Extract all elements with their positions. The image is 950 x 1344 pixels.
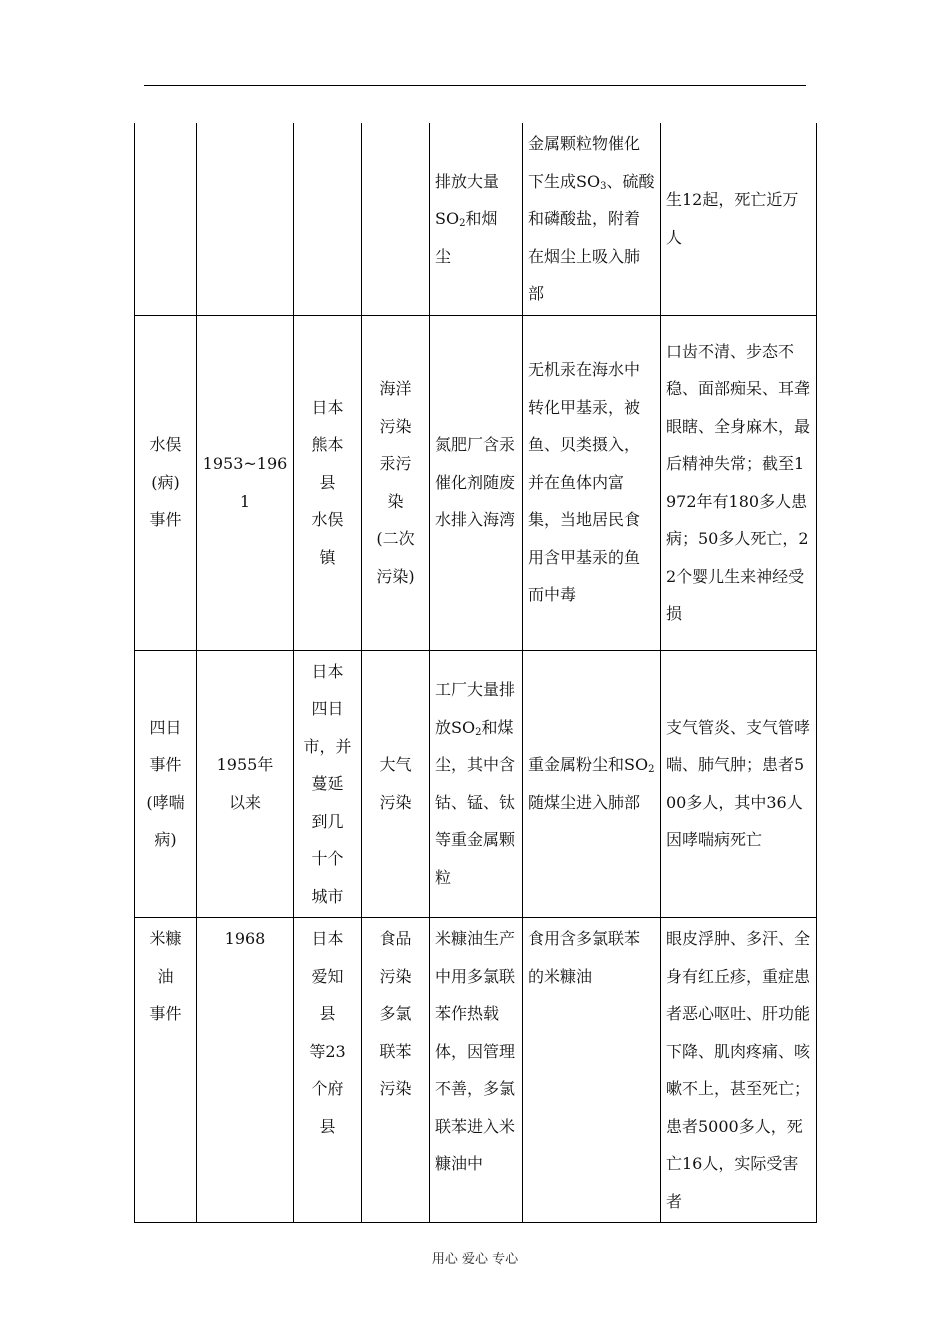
page-footer: 用心 爱心 专心 — [431, 1252, 519, 1267]
type-cell: 食品 污染 多氯 联苯 污染 — [362, 918, 430, 1223]
place-cell: 日本 熊本 县 水俣 镇 — [294, 315, 362, 650]
effects-cell: 支气管炎、支气管哮喘、肺气肿；患者500多人，其中36人因哮喘病死亡 — [661, 650, 817, 918]
type-cell: 海洋 污染 汞污 染 (二次 污染) — [362, 315, 430, 650]
time-cell: 1968 — [197, 918, 294, 1223]
place-cell: 日本 四日 市，并 蔓延 到几 十个 城市 — [294, 650, 362, 918]
type-cell — [362, 123, 430, 315]
pollution-events-table — [134, 123, 817, 1223]
cause-cell: 氮肥厂含汞催化剂随废水排入海湾 — [430, 315, 523, 650]
header-rule — [144, 85, 806, 86]
effects-cell: 口齿不清、步态不稳、面部痴呆、耳聋眼瞎、全身麻木，最后精神失常；截至1972年有180多人患病；50多人死亡，22个婴儿生来神经受损 — [661, 315, 817, 650]
type-cell: 大气 污染 — [362, 650, 430, 918]
cause-cell: 工厂大量排放$SO_2$和煤尘，其中含钴、锰、钛等重金属颗粒 — [430, 650, 523, 918]
cause-cell: 排放大量 $SO_2$和烟 尘 — [430, 123, 523, 315]
event-cell: 四日 事件 (哮喘 病) — [135, 650, 197, 918]
mechanism-cell: 金属颗粒物催化下生成$SO_3$、硫酸和磷酸盐，附着在烟尘上吸入肺部 — [523, 123, 661, 315]
event-cell: 水俣 (病) 事件 — [135, 315, 197, 650]
effects-cell: 生12起，死亡近万人 — [661, 123, 817, 315]
cause-cell: 米糠油生产中用多氯联苯作热载体，因管理不善，多氯联苯进入米糠油中 — [430, 918, 523, 1223]
event-cell: 米糠 油 事件 — [135, 918, 197, 1223]
table-row — [135, 650, 817, 918]
time-cell: 1953~1961 — [197, 315, 294, 650]
place-cell — [294, 123, 362, 315]
table-row — [135, 123, 817, 315]
mechanism-cell: 无机汞在海水中转化甲基汞，被鱼、贝类摄入，并在鱼体内富集，当地居民食用含甲基汞的鱼而中毒 — [523, 315, 661, 650]
time-cell: 1955年 以来 — [197, 650, 294, 918]
event-cell — [135, 123, 197, 315]
table-row — [135, 918, 817, 1223]
table-row — [135, 315, 817, 650]
place-cell: 日本 爱知 县 等23 个府 县 — [294, 918, 362, 1223]
mechanism-cell: 重金属粉尘和$SO_2$随煤尘进入肺部 — [523, 650, 661, 918]
time-cell — [197, 123, 294, 315]
mechanism-cell: 食用含多氯联苯的米糠油 — [523, 918, 661, 1223]
effects-cell: 眼皮浮肿、多汗、全身有红丘疹，重症患者恶心呕吐、肝功能下降、肌肉疼痛、咳嗽不上，甚至死亡；患者5000多人，死亡16人，实际受害者 — [661, 918, 817, 1223]
